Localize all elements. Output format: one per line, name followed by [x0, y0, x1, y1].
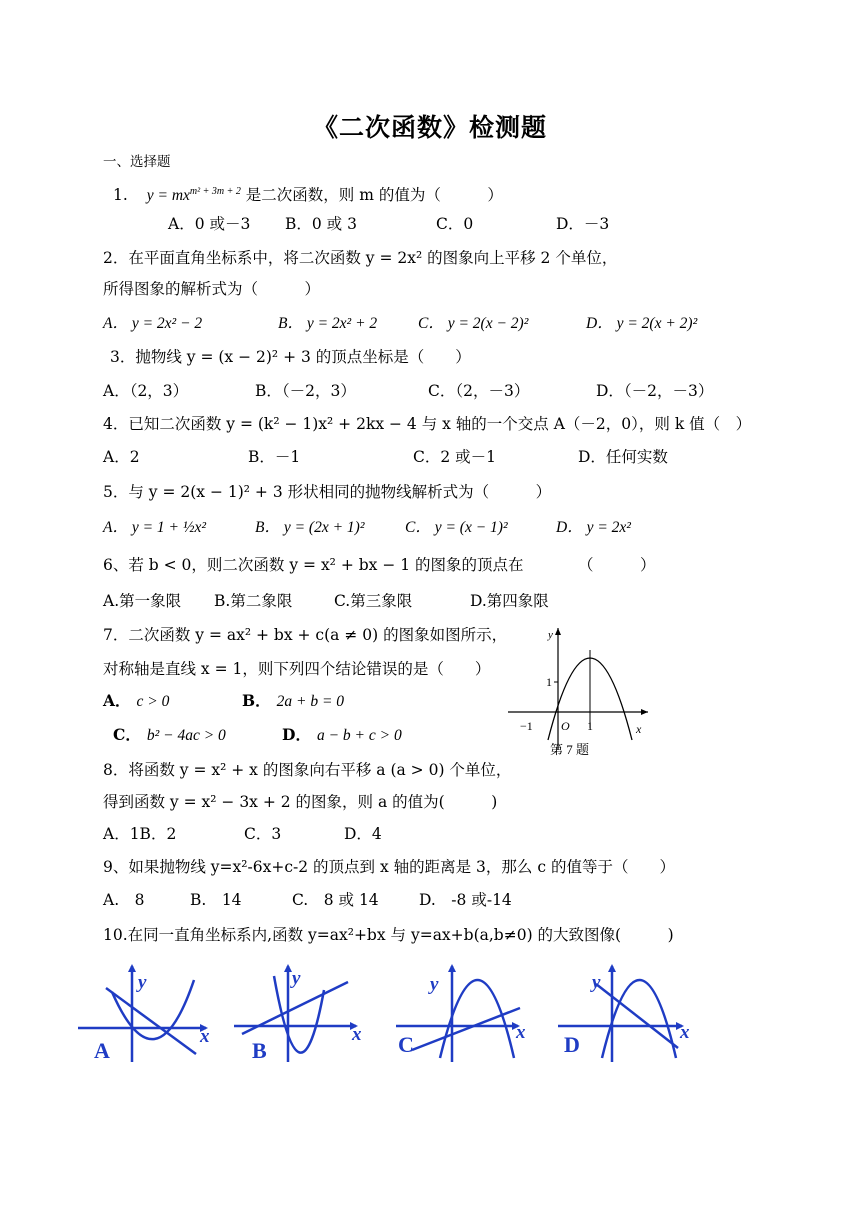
q10-a-x-label: x	[200, 1026, 210, 1047]
q7-tick-1x: 1	[587, 719, 593, 733]
q10-a-parabola	[112, 980, 194, 1039]
q10-c-y-arrow	[448, 964, 456, 972]
q3-option-c: C．（2，－3）	[428, 382, 530, 400]
q7-option-d-letter: D．	[282, 725, 311, 744]
q10-c-y-label: y	[430, 974, 439, 995]
q8-option-d: D．4	[344, 825, 382, 843]
q5-option-b: B． y = (2x + 1)²	[255, 519, 365, 536]
q1-number: 1.	[113, 186, 128, 205]
q7-option-b	[242, 690, 344, 713]
q2-option-c: C． y = 2(x − 2)²	[418, 315, 529, 332]
q6-option-c: C.第三象限	[334, 592, 413, 610]
q6-answer-paren: （ ）	[578, 556, 656, 574]
q7-tick-neg1: −1	[520, 719, 533, 733]
q1-stem	[113, 181, 503, 207]
q7-figure	[500, 620, 660, 760]
q5-stem: 5．与 y = 2(x − 1)² + 3 形状相同的抛物线解析式为（ ）	[103, 483, 552, 501]
q8-option-ab: A．1B．2	[103, 825, 177, 843]
q5-option-c: C． y = (x − 1)²	[405, 519, 508, 536]
q7-option-a	[103, 690, 169, 713]
q7-origin-label: O	[561, 719, 570, 733]
q3-option-d: D．（－2，－3）	[596, 382, 714, 400]
q3-stem: 3．抛物线 y = (x − 2)² + 3 的顶点坐标是（ ）	[110, 348, 471, 366]
q4-option-c: C．2 或－1	[413, 448, 497, 466]
q10-stem: 10.在同一直角坐标系内,函数 y=ax²+bx 与 y=ax+b(a,b≠0) 的大致图像( )	[103, 926, 674, 944]
q10-a-letter: A	[94, 1038, 110, 1063]
q4-option-a: A．2	[103, 448, 140, 466]
q7-x-label: x	[636, 722, 642, 736]
q7-x-arrow	[641, 709, 648, 715]
q10-graph-b	[230, 962, 375, 1066]
q9-option-d: D. -8 或-14	[419, 891, 512, 909]
q7-tick-1y: 1	[546, 675, 552, 689]
q7-stem-line2: 对称轴是直线 x = 1，则下列四个结论错误的是（ ）	[103, 660, 491, 678]
q1-exponent: m² + 3m + 2	[189, 186, 241, 197]
q7-caption: 第 7 题	[550, 742, 590, 757]
q1-formula: y = mx	[146, 187, 190, 205]
q3-option-b: B．（－2，3）	[255, 382, 356, 400]
q2-option-b: B． y = 2x² + 2	[278, 315, 378, 332]
q9-option-a: A. 8	[103, 891, 145, 909]
q6-option-d: D.第四象限	[470, 592, 549, 610]
q1-option-a: A．0 或－3	[168, 215, 251, 233]
q10-d-x-label: x	[680, 1022, 690, 1043]
q10-b-x-label: x	[352, 1024, 362, 1045]
q7-option-d	[282, 724, 402, 747]
q5-option-d: D． y = 2x²	[556, 519, 631, 536]
q4-stem: 4．已知二次函数 y = (k² − 1)x² + 2kx − 4 与 x 轴的一个交点 A（－2，0），则 k 值（ ）	[103, 415, 752, 433]
q4-option-d: D．任何实数	[578, 448, 668, 466]
q4-option-b: B．－1	[248, 448, 301, 466]
q8-stem-line2: 得到函数 y = x² − 3x + 2 的图象，则 a 的值为( )	[103, 793, 498, 811]
q1-text: 是二次函数，则 m 的值为（ ）	[245, 186, 503, 205]
q7-stem-line1: 7．二次函数 y = ax² + bx + c(a ≠ 0) 的图象如图所示，	[103, 626, 508, 644]
page-title: 《二次函数》检测题	[312, 113, 547, 142]
q10-d-y-arrow	[608, 964, 616, 972]
q7-option-a-expr: c > 0	[136, 693, 170, 710]
q10-d-letter: D	[564, 1032, 580, 1057]
q10-d-y-label: y	[592, 972, 601, 993]
q7-option-b-expr: 2a + b = 0	[276, 693, 345, 710]
q7-option-c-letter: C．	[113, 725, 141, 744]
q7-option-c	[113, 724, 226, 747]
q10-c-line	[412, 1008, 520, 1050]
q10-a-y-label: y	[138, 972, 147, 993]
q6-option-b: B.第二象限	[214, 592, 293, 610]
q8-stem-line1: 8．将函数 y = x² + x 的图象向右平移 a (a > 0) 个单位，	[103, 761, 512, 779]
q2-stem-line1: 2．在平面直角坐标系中，将二次函数 y = 2x² 的图象向上平移 2 个单位，	[103, 249, 618, 267]
q7-option-c-expr: b² − 4ac > 0	[146, 727, 226, 744]
q10-graph-d	[554, 962, 699, 1066]
q9-option-c: C. 8 或 14	[292, 891, 379, 909]
q10-b-y-arrow	[284, 964, 292, 972]
q10-b-letter: B	[252, 1038, 267, 1063]
q7-option-a-letter: A．	[103, 691, 131, 710]
q5-option-a: A． y = 1 + ½x²	[103, 519, 207, 536]
q1-option-b: B．0 或 3	[285, 215, 357, 233]
q1-option-d: D．－3	[556, 215, 610, 233]
q8-option-c: C．3	[244, 825, 282, 843]
q6-option-a: A.第一象限	[103, 592, 182, 610]
q10-graph-a	[76, 962, 221, 1066]
q7-y-arrow	[555, 628, 561, 635]
q10-graph-c	[392, 962, 537, 1066]
q10-a-y-arrow	[128, 964, 136, 972]
q9-option-b: B. 14	[190, 891, 242, 909]
q3-option-a: A．（2，3）	[103, 382, 189, 400]
q7-option-b-letter: B．	[242, 691, 271, 710]
q2-option-a: A． y = 2x² − 2	[103, 315, 203, 332]
section-heading: 一、选择题	[103, 154, 171, 170]
q7-y-label: y	[548, 629, 553, 641]
q7-option-d-expr: a − b + c > 0	[316, 727, 402, 744]
q9-stem: 9、如果抛物线 y=x²-6x+c-2 的顶点到 x 轴的距离是 3，那么 c 的值等于（ ）	[103, 858, 675, 876]
q6-stem: 6、若 b < 0，则二次函数 y = x² + bx − 1 的图象的顶点在	[103, 556, 524, 574]
q1-option-c: C．0	[436, 215, 474, 233]
q10-b-y-label: y	[292, 968, 301, 989]
q10-a-line	[106, 988, 196, 1054]
q10-c-letter: C	[398, 1032, 414, 1057]
q2-option-d: D． y = 2(x + 2)²	[586, 315, 698, 332]
q10-c-x-label: x	[516, 1022, 526, 1043]
q2-stem-line2: 所得图象的解析式为（ ）	[103, 280, 321, 298]
